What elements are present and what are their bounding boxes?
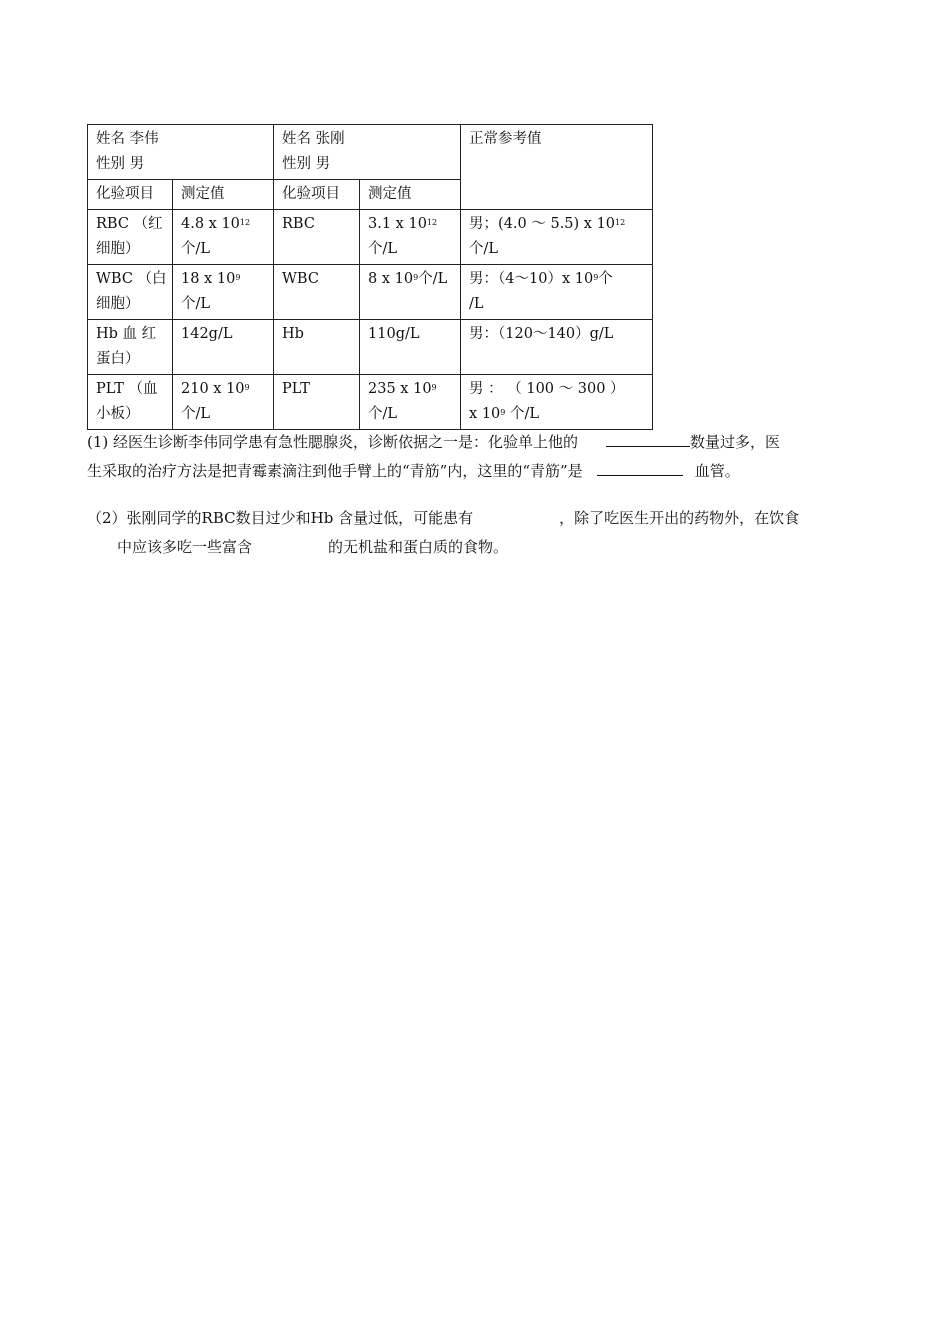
reference-cell: 男：（120～140）g/L: [461, 320, 653, 375]
question-2: [87, 504, 887, 562]
table-row: [88, 375, 653, 430]
reference-header-cell: [461, 125, 653, 210]
reference-cell: [461, 265, 653, 320]
blood-test-table: [87, 124, 653, 430]
value-text: 18 x $10^9$: [181, 271, 241, 287]
item-cell: [88, 265, 173, 320]
reference-cell: [461, 210, 653, 265]
reference-unit: 个/L: [469, 241, 499, 257]
reference-text: 男：（4～10）x $10^9$个: [469, 271, 613, 287]
reference-text: 男；(4.0 ～ 5.5) x $10^{12}$: [469, 216, 626, 232]
person1-sex: 性别 男: [96, 156, 145, 172]
table-header-row: [88, 125, 653, 180]
value-cell: 142g/L: [173, 320, 274, 375]
reference-unit: x $10^9$ 个/L: [469, 406, 539, 422]
item-cell: WBC: [274, 265, 360, 320]
item-cell: [88, 210, 173, 265]
question-2-line-1: （2）张刚同学的RBC数目过少和Hb 含量过低，可能患有 ，除了吃医生开出的药物外，在饮食: [87, 509, 800, 527]
value-text: 8 x $10^9$个/L: [368, 271, 448, 287]
item-label: RBC （红: [96, 216, 163, 232]
item-label: 细胞）: [96, 296, 140, 312]
item-label: Hb 血 红: [96, 326, 157, 342]
question-2-line-2: 中应该多吃一些富含 的无机盐和蛋白质的食物。: [117, 538, 509, 556]
item-cell: Hb: [274, 320, 360, 375]
reference-header: 正常参考值: [469, 131, 542, 147]
table-row: [88, 320, 653, 375]
table-row: [88, 210, 653, 265]
value-unit: 个/L: [368, 406, 398, 422]
person1-info-cell: [88, 125, 274, 180]
value-unit: 个/L: [368, 241, 398, 257]
value-cell: [360, 210, 461, 265]
value-unit: 个/L: [181, 406, 211, 422]
item-label: PLT （血: [96, 381, 158, 397]
item-header-1: 化验项目: [88, 180, 173, 210]
value-text: 4.8 x $10^{12}$: [181, 216, 251, 232]
question-1-line-1: (1) 经医生诊断李伟同学患有急性腮腺炎，诊断依据之一是：化验单上他的 数量过多，医: [87, 433, 781, 451]
table-row: [88, 265, 653, 320]
answer-blank-1[interactable]: [606, 432, 690, 447]
person2-info-cell: [274, 125, 461, 180]
reference-cell: [461, 375, 653, 430]
value-cell: [173, 210, 274, 265]
value-text: 3.1 x $10^{12}$: [368, 216, 438, 232]
value-cell: [360, 265, 461, 320]
item-cell: [88, 320, 173, 375]
value-header-1: 测定值: [173, 180, 274, 210]
person2-name: 姓名 张刚: [282, 131, 345, 147]
value-unit: 个/L: [181, 296, 211, 312]
item-label: 小板）: [96, 406, 140, 422]
item-cell: PLT: [274, 375, 360, 430]
item-label: 细胞）: [96, 241, 140, 257]
value-header-2: 测定值: [360, 180, 461, 210]
question-1: [87, 428, 887, 486]
answer-blank-2[interactable]: [597, 461, 683, 476]
item-label: WBC （白: [96, 271, 167, 287]
question-1-line-2: 生采取的治疗方法是把青霉素滴注到他手臂上的“青筋”内，这里的“青筋”是 血管。: [87, 462, 740, 480]
value-cell: [173, 375, 274, 430]
value-cell: [173, 265, 274, 320]
person1-name: 姓名 李伟: [96, 131, 159, 147]
item-cell: [88, 375, 173, 430]
value-cell: [360, 375, 461, 430]
item-label: 蛋白）: [96, 351, 140, 367]
reference-unit: /L: [469, 296, 484, 312]
value-text: 210 x $10^9$: [181, 381, 250, 397]
reference-text: 男 ： （ 100 ～ 300 ）: [469, 381, 625, 397]
value-text: 235 x $10^9$: [368, 381, 437, 397]
item-cell: RBC: [274, 210, 360, 265]
person2-sex: 性别 男: [282, 156, 331, 172]
value-unit: 个/L: [181, 241, 211, 257]
item-header-2: 化验项目: [274, 180, 360, 210]
value-cell: 110g/L: [360, 320, 461, 375]
